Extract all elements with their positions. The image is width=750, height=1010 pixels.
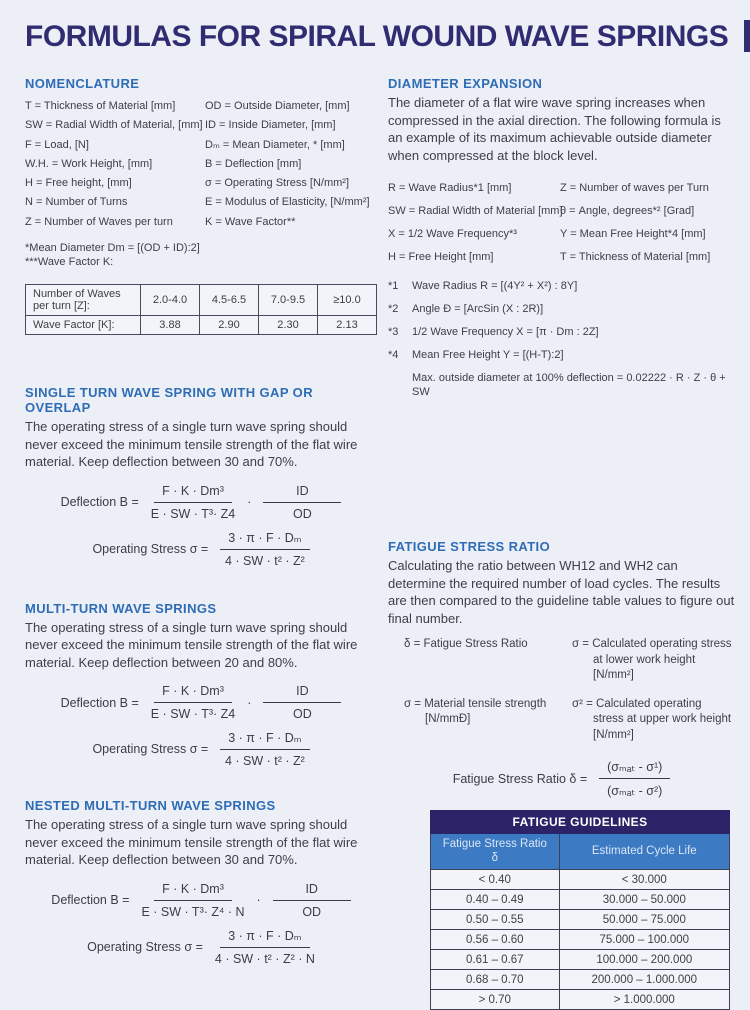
nomenclature-section bbox=[25, 76, 377, 335]
formula-label: Operating Stress σ = bbox=[92, 541, 209, 556]
fraction bbox=[151, 484, 236, 521]
diameter-expansion-section bbox=[388, 76, 735, 399]
ratio-cell: 0.50 – 0.55 bbox=[431, 910, 560, 930]
fatigue-guidelines-table bbox=[430, 810, 730, 1010]
single-turn-paragraph: The operating stress of a single turn wave spring should never exceed the minimum tensile strength of the flat wire material. Keep deflection between 30 and 70%. bbox=[25, 419, 358, 470]
ratio-cell: > 0.70 bbox=[431, 990, 560, 1010]
fraction-denominator: OD bbox=[293, 707, 312, 722]
definition-item: OD = Outside Diameter, [mm] bbox=[205, 100, 350, 112]
definition-item: θ = Angle, degrees*² [Grad] bbox=[560, 205, 695, 217]
page-edge-mark bbox=[744, 20, 750, 52]
column-header-label: Fatigue Stress Ratio bbox=[442, 838, 547, 850]
definition-item: Z = Number of Waves per turn bbox=[25, 215, 173, 228]
definition-item: N = Number of Turns bbox=[25, 196, 128, 209]
definition-item: W.H. = Work Height, [mm] bbox=[25, 157, 153, 170]
fraction-denominator: 4 · SW · t² · Z² bbox=[224, 553, 305, 568]
footnote-line bbox=[388, 279, 735, 293]
fraction-numerator: 3 · π · F · Dₘ bbox=[220, 928, 309, 948]
fraction-numerator: (σₘₐₜ - σ¹) bbox=[599, 759, 670, 779]
wave-table-label: Wave Factor [K]: bbox=[26, 316, 141, 335]
footnote-text: Wave Radius R = [(4Y² + X²) : 8Y] bbox=[412, 280, 578, 292]
table-row bbox=[431, 870, 730, 890]
fraction bbox=[151, 684, 236, 721]
definition-item: σ² = Calculated operating stress at upper work height [N/mm²] bbox=[572, 697, 732, 741]
table-row bbox=[431, 950, 730, 970]
single-turn-heading: SINGLE TURN WAVE SPRING WITH GAP OR OVERLAP bbox=[25, 385, 313, 416]
definition-item: T = Thickness of Material [mm] bbox=[560, 251, 711, 263]
diameter-definitions bbox=[388, 177, 735, 269]
column-header bbox=[431, 834, 560, 870]
fraction bbox=[273, 882, 351, 919]
diameter-expansion-paragraph: The diameter of a flat wire wave spring increases when compressed in the axial direction. The following formula is an example of its maximum achievable outside diameter when compressed at the block level. bbox=[388, 95, 721, 163]
fraction bbox=[215, 928, 315, 966]
definition-item: σ = Material tensile strength [N/mmÐ] bbox=[404, 697, 547, 725]
cycle-life-cell: 75.000 – 100.000 bbox=[559, 930, 729, 950]
fatigue-section bbox=[388, 539, 735, 1010]
cycle-life-cell: 100.000 – 200.000 bbox=[559, 950, 729, 970]
fraction-denominator: 4 · SW · t² · Z² bbox=[224, 754, 305, 769]
wave-table-cell: 2.0-4.0 bbox=[141, 285, 200, 316]
formula-label: Deflection B = bbox=[60, 695, 139, 710]
two-column-layout bbox=[25, 76, 735, 1010]
definition-item: F = Load, [N] bbox=[25, 138, 89, 151]
fraction-numerator: ID bbox=[273, 882, 351, 901]
fraction-denominator: (σₘₐₜ - σ²) bbox=[607, 784, 663, 798]
footnote-marker: *1 bbox=[388, 280, 399, 292]
table-row bbox=[431, 990, 730, 1010]
fraction-denominator: OD bbox=[302, 904, 322, 919]
fraction-numerator: F · K · Dm³ bbox=[154, 882, 232, 901]
footnote-marker: *2 bbox=[388, 303, 399, 315]
fraction bbox=[220, 730, 309, 768]
formula-label: Deflection B = bbox=[60, 495, 139, 510]
multiply-dot: · bbox=[256, 893, 261, 908]
definition-item: B = Deflection [mm] bbox=[205, 157, 302, 170]
definition-item: ID = Inside Diameter, [mm] bbox=[205, 119, 336, 132]
diameter-footnotes bbox=[388, 279, 735, 399]
footnote-line: *Mean Diameter Dm = [(OD + ID):2] bbox=[25, 242, 200, 255]
ratio-cell: 0.40 – 0.49 bbox=[431, 890, 560, 910]
multi-turn-heading: MULTI-TURN WAVE SPRINGS bbox=[25, 600, 217, 616]
fraction-numerator: ID bbox=[263, 684, 341, 703]
wave-table-cell: 2.30 bbox=[259, 316, 318, 335]
nomenclature-footnotes bbox=[25, 241, 377, 269]
nomenclature-heading: NOMENCLATURE bbox=[25, 76, 140, 91]
right-column bbox=[388, 76, 735, 1010]
definition-item: SW = Radial Width of Material [mm] bbox=[388, 205, 563, 217]
definition-item: E = Modulus of Elasticity, [N/mm²] bbox=[205, 196, 370, 209]
wave-table-label: Number of Waves per turn [Z]: bbox=[26, 285, 141, 316]
fatigue-definitions bbox=[388, 637, 735, 743]
cycle-life-cell: > 1.000.000 bbox=[559, 990, 729, 1010]
column-header-symbol: δ bbox=[491, 851, 498, 864]
definition-item: Y = Mean Free Height*4 [mm] bbox=[560, 228, 706, 240]
cycle-life-cell: 50.000 – 75.000 bbox=[559, 910, 729, 930]
single-turn-section bbox=[25, 385, 377, 568]
definition-item: T = Thickness of Material [mm] bbox=[25, 100, 176, 112]
footnote-text: Angle Ð = [ArcSin (X : 2R)] bbox=[412, 303, 544, 315]
deflection-formula bbox=[25, 484, 377, 521]
table-row bbox=[431, 890, 730, 910]
table-title-row bbox=[431, 811, 730, 834]
definition-item: H = Free Height [mm] bbox=[388, 251, 494, 263]
footnote-line bbox=[388, 348, 735, 362]
fraction-numerator: 3 · π · F · Dₘ bbox=[220, 530, 309, 550]
table-row bbox=[431, 910, 730, 930]
fraction-denominator: E · SW · T³· Z4 bbox=[150, 707, 236, 722]
wave-table-cell: 2.90 bbox=[200, 316, 259, 335]
definition-item: H = Free height, [mm] bbox=[25, 177, 132, 190]
footnote-marker: *4 bbox=[388, 349, 399, 361]
footnote-line bbox=[388, 302, 735, 316]
table-row bbox=[26, 316, 377, 335]
wave-table-cell: 4.5-6.5 bbox=[200, 285, 259, 316]
fraction-numerator: 3 · π · F · Dₘ bbox=[220, 730, 309, 750]
multiply-dot: · bbox=[247, 695, 252, 710]
footnote-line: ***Wave Factor K: bbox=[25, 256, 114, 269]
table-row bbox=[26, 285, 377, 316]
fraction-numerator: F · K · Dm³ bbox=[154, 484, 232, 503]
column-header: Estimated Cycle Life bbox=[559, 834, 729, 870]
wave-factor-table bbox=[25, 284, 377, 335]
formula-label: Fatigue Stress Ratio δ = bbox=[452, 771, 588, 786]
definition-item: σ = Operating Stress [N/mm²] bbox=[205, 177, 350, 190]
definition-item: R = Wave Radius*1 [mm] bbox=[388, 182, 512, 194]
definition-item: X = 1/2 Wave Frequency*³ bbox=[388, 228, 517, 240]
table-header-row bbox=[431, 834, 730, 870]
fraction bbox=[599, 759, 670, 798]
wave-table-cell: ≥10.0 bbox=[318, 285, 377, 316]
operating-stress-formula bbox=[25, 730, 377, 768]
operating-stress-formula bbox=[25, 928, 377, 966]
deflection-formula bbox=[25, 882, 377, 919]
table-row bbox=[431, 970, 730, 990]
operating-stress-formula bbox=[25, 530, 377, 568]
cycle-life-cell: < 30.000 bbox=[559, 870, 729, 890]
fraction bbox=[141, 882, 244, 919]
fraction bbox=[220, 530, 309, 568]
fatigue-ratio-formula bbox=[388, 759, 735, 798]
formula-label: Operating Stress σ = bbox=[87, 939, 203, 954]
ratio-cell: < 0.40 bbox=[431, 870, 560, 890]
fatigue-paragraph: Calculating the ratio between WH12 and WH2 can determine the required number of load cycles. The results are then compared to the guideline table values to figure out final number. bbox=[388, 558, 735, 626]
footnote-text: 1/2 Wave Frequency X = [π · Dm : 2Z] bbox=[412, 326, 599, 338]
multi-turn-paragraph: The operating stress of a single turn wave spring should never exceed the minimum tensile strength of the flat wire material. Keep deflection between 20 and 80%. bbox=[25, 619, 358, 670]
fraction-numerator: ID bbox=[263, 484, 341, 503]
wave-table-cell: 7.0-9.5 bbox=[259, 285, 318, 316]
formula-label: Deflection B = bbox=[51, 893, 130, 908]
definition-item: δ = Fatigue Stress Ratio bbox=[404, 638, 528, 650]
ratio-cell: 0.68 – 0.70 bbox=[431, 970, 560, 990]
footnote-line bbox=[388, 325, 735, 339]
ratio-cell: 0.56 – 0.60 bbox=[431, 930, 560, 950]
nested-paragraph: The operating stress of a single turn wave spring should never exceed the minimum tensile strength of the flat wire material. Keep deflection between 30 and 70%. bbox=[25, 817, 358, 868]
definition-item: Dₘ = Mean Diameter, * [mm] bbox=[205, 138, 345, 151]
multi-turn-section bbox=[25, 601, 377, 769]
table-title: FATIGUE GUIDELINES bbox=[431, 811, 730, 834]
definition-item: Z = Number of waves per Turn bbox=[560, 182, 709, 194]
footnote-marker: *3 bbox=[388, 326, 399, 338]
page-title: FORMULAS FOR SPIRAL WOUND WAVE SPRINGS bbox=[25, 20, 729, 53]
wave-table-cell: 3.88 bbox=[141, 316, 200, 335]
fraction bbox=[263, 684, 341, 721]
definition-item: K = Wave Factor** bbox=[205, 215, 296, 228]
fraction-denominator: E · SW · T³· Z⁴ · N bbox=[141, 904, 245, 919]
fraction-denominator: OD bbox=[293, 506, 312, 521]
fraction-denominator: 4 · SW · t² · Z² · N bbox=[214, 951, 315, 966]
cycle-life-cell: 200.000 – 1.000.000 bbox=[559, 970, 729, 990]
fraction bbox=[263, 484, 341, 521]
nested-heading: NESTED MULTI-TURN WAVE SPRINGS bbox=[25, 798, 276, 814]
fatigue-heading: FATIGUE STRESS RATIO bbox=[388, 539, 551, 554]
multiply-dot: · bbox=[247, 495, 252, 510]
fraction-denominator: E · SW · T³· Z4 bbox=[150, 506, 236, 521]
diameter-expansion-heading: DIAMETER EXPANSION bbox=[388, 76, 543, 91]
definition-item: σ = Calculated operating stress at lower work height [N/mm²] bbox=[572, 638, 732, 681]
cycle-life-cell: 30.000 – 50.000 bbox=[559, 890, 729, 910]
footnote-text: Mean Free Height Y = [(H-T):2] bbox=[412, 349, 564, 361]
nested-multi-turn-section bbox=[25, 798, 377, 966]
definition-item: SW = Radial Width of Material, [mm] bbox=[25, 119, 203, 132]
table-row bbox=[431, 930, 730, 950]
wave-table-cell: 2.13 bbox=[318, 316, 377, 335]
fraction-numerator: F · K · Dm³ bbox=[154, 684, 232, 703]
formula-label: Operating Stress σ = bbox=[92, 742, 209, 757]
max-diameter-note: Max. outside diameter at 100% deflection = 0.02222 · R · Z · θ + SW bbox=[412, 372, 726, 398]
ratio-cell: 0.61 – 0.67 bbox=[431, 950, 560, 970]
deflection-formula bbox=[25, 684, 377, 721]
nomenclature-definitions bbox=[25, 97, 377, 232]
left-column bbox=[25, 76, 377, 1010]
